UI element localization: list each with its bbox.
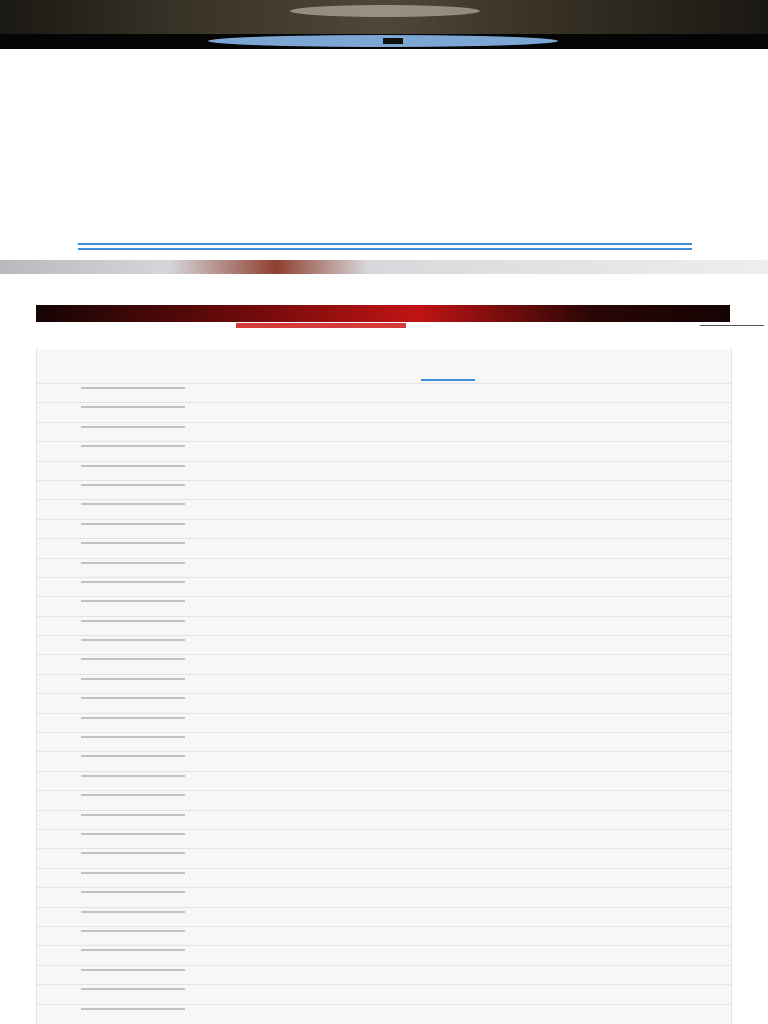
row-term <box>37 578 242 596</box>
table-row <box>37 441 731 460</box>
table-row <box>37 538 731 557</box>
table-row <box>37 732 731 751</box>
row-term <box>37 888 242 906</box>
table-row <box>37 965 731 984</box>
table-row <box>37 1004 731 1023</box>
row-detail <box>242 442 642 460</box>
row-term <box>37 752 242 770</box>
row-detail <box>242 559 642 577</box>
row-term <box>37 869 242 887</box>
row-detail <box>242 1005 642 1023</box>
row-detail <box>242 617 642 635</box>
table-row <box>37 848 731 867</box>
row-term <box>37 772 242 790</box>
row-term <box>37 597 242 615</box>
header-banner <box>0 0 768 34</box>
table-row <box>37 751 731 770</box>
row-term <box>37 830 242 848</box>
row-term <box>37 714 242 732</box>
table-row <box>37 499 731 518</box>
row-term <box>37 462 242 480</box>
row-term <box>37 423 242 441</box>
row-detail <box>242 966 642 984</box>
table-row <box>37 596 731 615</box>
row-detail <box>242 520 642 538</box>
table-row <box>37 790 731 809</box>
row-term <box>37 791 242 809</box>
row-detail <box>242 694 642 712</box>
table-row <box>37 984 731 1003</box>
row-term <box>37 849 242 867</box>
data-table <box>36 349 732 1024</box>
table-row <box>37 422 731 441</box>
table-row <box>37 383 731 402</box>
table-row <box>37 461 731 480</box>
section-image-strip <box>0 260 768 274</box>
table-caption[interactable] <box>81 351 681 377</box>
feature-banner[interactable] <box>36 305 730 322</box>
divider <box>700 325 764 326</box>
table-row <box>37 713 731 732</box>
row-detail <box>242 830 642 848</box>
table-row <box>37 907 731 926</box>
row-detail <box>242 811 642 829</box>
table-row <box>37 887 731 906</box>
nav-bar <box>0 34 768 49</box>
table-row <box>37 519 731 538</box>
row-term <box>37 636 242 654</box>
row-detail <box>242 772 642 790</box>
row-detail <box>242 578 642 596</box>
row-detail <box>242 462 642 480</box>
row-term <box>37 985 242 1003</box>
row-term <box>37 384 242 402</box>
row-term <box>37 655 242 673</box>
row-detail <box>242 636 642 654</box>
row-detail <box>242 500 642 518</box>
table-row <box>37 945 731 964</box>
row-detail <box>242 849 642 867</box>
row-term <box>37 1005 242 1023</box>
row-term <box>37 539 242 557</box>
row-detail <box>242 733 642 751</box>
row-term <box>37 403 242 421</box>
row-term <box>37 694 242 712</box>
table-row <box>37 402 731 421</box>
caption-link-underline <box>421 379 475 381</box>
table-row <box>37 654 731 673</box>
table-row <box>37 693 731 712</box>
table-row <box>37 810 731 829</box>
row-term <box>37 520 242 538</box>
row-detail <box>242 869 642 887</box>
row-detail <box>242 791 642 809</box>
body-divider <box>78 248 692 250</box>
table-row <box>37 635 731 654</box>
table-row <box>37 577 731 596</box>
row-detail <box>242 908 642 926</box>
row-detail <box>242 597 642 615</box>
row-detail <box>242 384 642 402</box>
table-row <box>37 926 731 945</box>
row-detail <box>242 539 642 557</box>
emblem-icon <box>383 38 403 44</box>
article-body <box>40 52 728 237</box>
row-detail <box>242 423 642 441</box>
table-row <box>37 868 731 887</box>
row-detail <box>242 927 642 945</box>
table-row <box>37 616 731 635</box>
row-term <box>37 946 242 964</box>
table-row <box>37 829 731 848</box>
row-detail <box>242 946 642 964</box>
row-detail <box>242 675 642 693</box>
row-term <box>37 481 242 499</box>
row-term <box>37 927 242 945</box>
row-term <box>37 617 242 635</box>
site-emblem[interactable] <box>208 35 558 47</box>
row-term <box>37 500 242 518</box>
row-detail <box>242 481 642 499</box>
row-term <box>37 675 242 693</box>
banner-highlight <box>290 5 480 17</box>
row-term <box>37 559 242 577</box>
row-detail <box>242 985 642 1003</box>
table-body <box>37 383 731 1023</box>
row-detail <box>242 403 642 421</box>
table-row <box>37 674 731 693</box>
row-term <box>37 811 242 829</box>
row-term <box>37 908 242 926</box>
table-row <box>37 480 731 499</box>
row-detail <box>242 655 642 673</box>
body-divider <box>78 243 692 245</box>
row-detail <box>242 714 642 732</box>
row-term <box>37 966 242 984</box>
table-row <box>37 771 731 790</box>
row-term <box>37 733 242 751</box>
table-row <box>37 558 731 577</box>
row-detail <box>242 752 642 770</box>
row-detail <box>242 888 642 906</box>
byline-link[interactable] <box>236 323 406 328</box>
row-term <box>37 442 242 460</box>
